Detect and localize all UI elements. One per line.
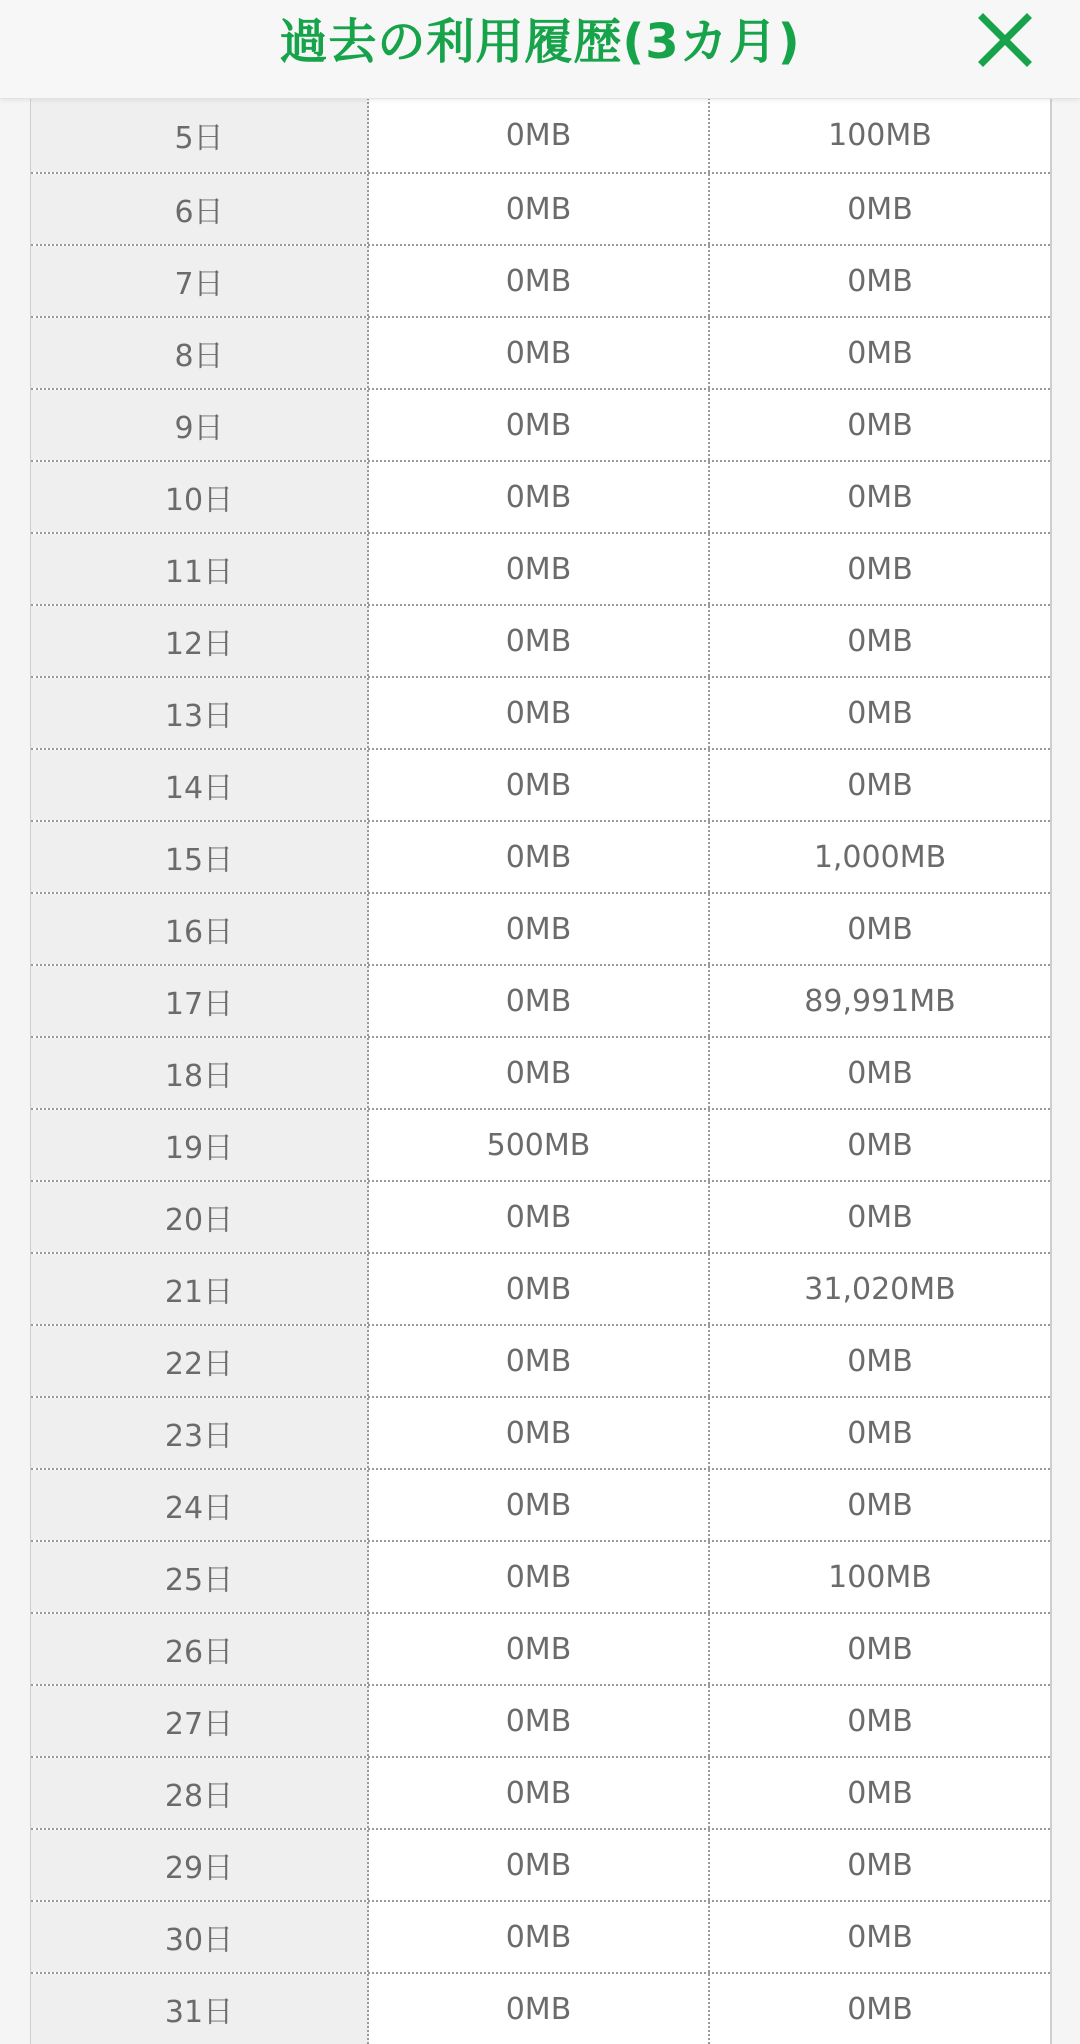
usage-history-table xyxy=(30,98,1052,2044)
usage-cell-1: 0MB xyxy=(369,1830,710,1900)
table-row xyxy=(31,1180,1050,1252)
day-cell: 22日 xyxy=(31,1326,369,1396)
close-icon xyxy=(975,10,1035,70)
day-cell: 11日 xyxy=(31,534,369,604)
usage-cell-2: 0MB xyxy=(847,1631,913,1667)
usage-cell-1: 0MB xyxy=(369,1470,710,1540)
table-row xyxy=(31,964,1050,1036)
usage-cell-1: 0MB xyxy=(369,462,710,532)
usage-cell-2: 31,020MB xyxy=(804,1271,956,1307)
usage-cell-1: 0MB xyxy=(369,98,710,172)
table-row xyxy=(31,1252,1050,1324)
usage-cell-1: 0MB xyxy=(369,174,710,244)
usage-cell-2: 100MB xyxy=(828,1559,932,1595)
usage-cell-1: 0MB xyxy=(369,1398,710,1468)
usage-cell-1: 0MB xyxy=(369,1614,710,1684)
usage-cell-2: 0MB xyxy=(847,1703,913,1739)
usage-cell-2: 0MB xyxy=(847,1991,913,2027)
table-row xyxy=(31,244,1050,316)
table-row xyxy=(31,604,1050,676)
usage-cell-1: 0MB xyxy=(369,1902,710,1972)
modal-header xyxy=(0,0,1080,99)
day-cell: 23日 xyxy=(31,1398,369,1468)
usage-cell-1: 0MB xyxy=(369,318,710,388)
day-cell: 12日 xyxy=(31,606,369,676)
usage-cell-1: 0MB xyxy=(369,390,710,460)
usage-cell-1: 0MB xyxy=(369,1686,710,1756)
usage-cell-1: 0MB xyxy=(369,894,710,964)
table-row xyxy=(31,460,1050,532)
table-row xyxy=(31,1396,1050,1468)
usage-cell-2: 0MB xyxy=(847,551,913,587)
table-row xyxy=(31,1828,1050,1900)
usage-cell-2: 89,991MB xyxy=(804,983,956,1019)
table-row xyxy=(31,676,1050,748)
usage-cell-2: 1,000MB xyxy=(813,839,947,875)
usage-cell-2: 0MB xyxy=(847,407,913,443)
usage-cell-1: 0MB xyxy=(369,1038,710,1108)
usage-cell-2: 0MB xyxy=(847,1055,913,1091)
usage-cell-1: 0MB xyxy=(369,750,710,820)
usage-cell-1: 0MB xyxy=(369,678,710,748)
day-cell: 31日 xyxy=(31,1974,369,2044)
usage-cell-2: 0MB xyxy=(847,263,913,299)
day-cell: 29日 xyxy=(31,1830,369,1900)
usage-cell-1: 0MB xyxy=(369,534,710,604)
usage-cell-2: 0MB xyxy=(847,1415,913,1451)
day-cell: 25日 xyxy=(31,1542,369,1612)
table-row xyxy=(31,1540,1050,1612)
usage-cell-2: 0MB xyxy=(847,191,913,227)
day-cell: 20日 xyxy=(31,1182,369,1252)
usage-cell-2: 0MB xyxy=(847,1199,913,1235)
table-row xyxy=(31,172,1050,244)
table-row xyxy=(31,820,1050,892)
day-cell: 27日 xyxy=(31,1686,369,1756)
usage-cell-2: 0MB xyxy=(847,479,913,515)
usage-cell-2: 0MB xyxy=(847,767,913,803)
table-row xyxy=(31,1612,1050,1684)
day-cell: 5日 xyxy=(31,98,369,172)
table-row xyxy=(31,1468,1050,1540)
day-cell: 15日 xyxy=(31,822,369,892)
day-cell: 18日 xyxy=(31,1038,369,1108)
day-cell: 26日 xyxy=(31,1614,369,1684)
table-row xyxy=(31,1756,1050,1828)
day-cell: 6日 xyxy=(31,174,369,244)
usage-cell-1: 0MB xyxy=(369,1254,710,1324)
usage-cell-2: 0MB xyxy=(847,911,913,947)
table-row xyxy=(31,1324,1050,1396)
day-cell: 8日 xyxy=(31,318,369,388)
day-cell: 9日 xyxy=(31,390,369,460)
day-cell: 24日 xyxy=(31,1470,369,1540)
usage-cell-2: 0MB xyxy=(847,1847,913,1883)
day-cell: 16日 xyxy=(31,894,369,964)
usage-cell-2: 0MB xyxy=(847,695,913,731)
day-cell: 28日 xyxy=(31,1758,369,1828)
usage-cell-2: 0MB xyxy=(847,1127,913,1163)
table-row xyxy=(31,388,1050,460)
day-cell: 14日 xyxy=(31,750,369,820)
day-cell: 19日 xyxy=(31,1110,369,1180)
usage-cell-1: 0MB xyxy=(369,606,710,676)
table-row xyxy=(31,892,1050,964)
usage-cell-1: 0MB xyxy=(369,1182,710,1252)
usage-cell-2: 0MB xyxy=(847,1775,913,1811)
table-row xyxy=(31,1108,1050,1180)
usage-cell-2: 0MB xyxy=(847,335,913,371)
usage-cell-1: 0MB xyxy=(369,1974,710,2044)
table-row xyxy=(31,748,1050,820)
day-cell: 13日 xyxy=(31,678,369,748)
usage-cell-2: 100MB xyxy=(828,117,932,153)
close-button[interactable] xyxy=(975,10,1035,70)
usage-cell-2: 0MB xyxy=(847,1487,913,1523)
table-row xyxy=(31,316,1050,388)
day-cell: 21日 xyxy=(31,1254,369,1324)
usage-cell-2: 0MB xyxy=(847,623,913,659)
table-row xyxy=(31,1036,1050,1108)
usage-cell-1: 0MB xyxy=(369,822,710,892)
day-cell: 10日 xyxy=(31,462,369,532)
usage-cell-1: 0MB xyxy=(369,1326,710,1396)
table-row xyxy=(31,532,1050,604)
usage-cell-1: 0MB xyxy=(369,1542,710,1612)
usage-cell-2: 0MB xyxy=(847,1343,913,1379)
page-title: 過去の利用履歴(3カ月) xyxy=(279,14,801,70)
table-row xyxy=(31,1900,1050,1972)
day-cell: 30日 xyxy=(31,1902,369,1972)
usage-cell-1: 500MB xyxy=(369,1110,710,1180)
usage-cell-1: 0MB xyxy=(369,966,710,1036)
day-cell: 7日 xyxy=(31,246,369,316)
day-cell: 17日 xyxy=(31,966,369,1036)
usage-cell-2: 0MB xyxy=(847,1919,913,1955)
usage-cell-1: 0MB xyxy=(369,246,710,316)
usage-cell-1: 0MB xyxy=(369,1758,710,1828)
table-row xyxy=(31,98,1050,172)
table-row xyxy=(31,1972,1050,2044)
table-row xyxy=(31,1684,1050,1756)
